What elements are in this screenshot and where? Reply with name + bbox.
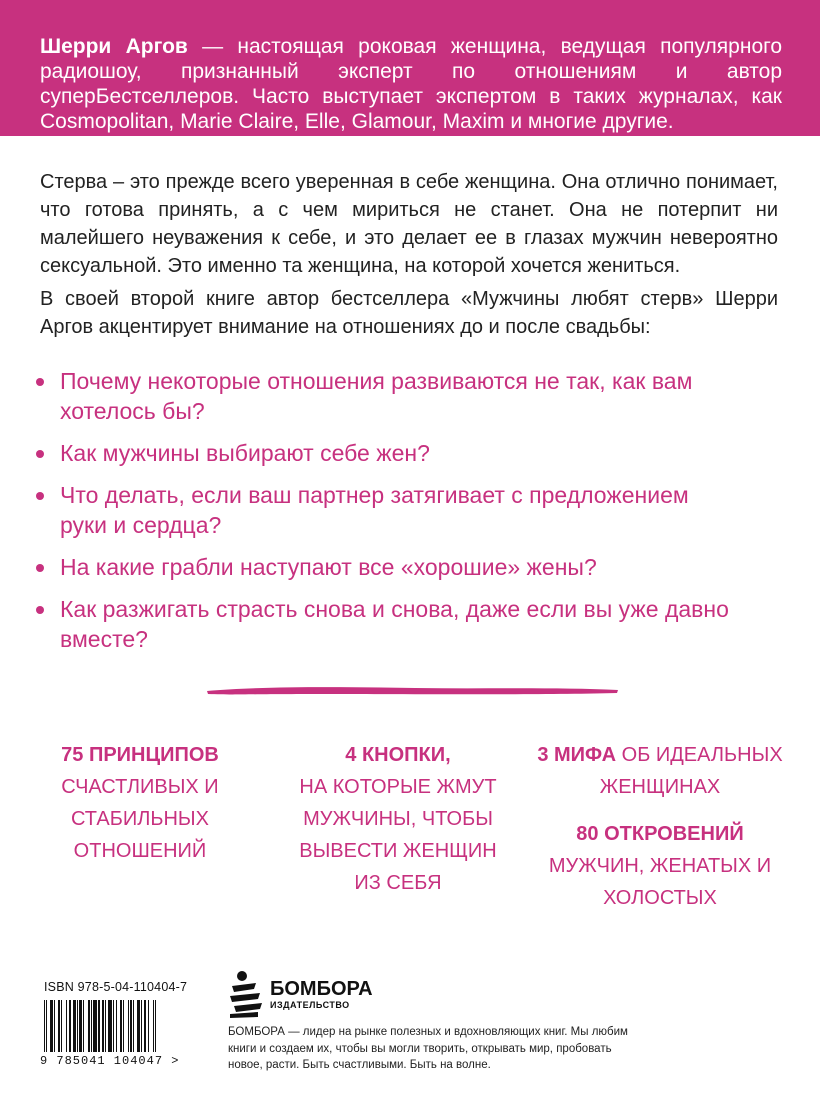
intro-paragraph: Стерва – это прежде всего уверенная в себе женщина. Она отлично понимает, что готова принять, а с чем мириться не станет. Она не потерпит ни малейшего неуважения к себе, и это делает ее в глазах мужчин невероятно сексуальной. Это именно та женщина, на которой хочется жениться. [40, 171, 778, 277]
isbn-label: ISBN 978-5-04-110404-7 [44, 980, 188, 994]
fact-myths [520, 739, 800, 803]
fact-revelations [520, 818, 800, 914]
list-item [34, 438, 734, 468]
logo-subtitle: ИЗДАТЕЛЬСТВО [270, 1000, 350, 1010]
barcode-digits: 9 785041 104047 > [40, 1054, 180, 1068]
author-banner [0, 0, 820, 136]
fact-text: ОБ ИДЕАЛЬНЫХ ЖЕНЩИНАХ [599, 744, 783, 798]
fact-buttons [258, 739, 538, 899]
fact-heading: 80 ОТКРОВЕНИЙ [576, 823, 744, 845]
author-name: Шерри Аргов [40, 35, 188, 58]
bullet-dot-icon [36, 564, 44, 572]
brush-stroke-divider [205, 682, 620, 698]
book-description-paragraph: В своей второй книге автор бестселлера «Мужчины любят стерв» Шерри Аргов акцентирует внимание на отношениях до и после свадьбы: [40, 288, 778, 338]
fact-text: НА КОТОРЫЕ ЖМУТ МУЖЧИНЫ, ЧТОБЫ ВЫВЕСТИ ЖЕНЩИН ИЗ СЕБЯ [299, 776, 497, 894]
list-item [34, 480, 734, 540]
author-bio-text: — настоящая роковая женщина, ведущая популярного радиошоу, признанный эксперт по отношениям и автор суперБестселлеров. Часто выступает экспертом в таких журналах, как Cosmopolitan, Marie Claire, Elle, Glamour, Maxim и многие другие. [40, 35, 782, 133]
bullet-dot-icon [36, 606, 44, 614]
list-item [34, 594, 734, 654]
fact-heading: 75 ПРИНЦИПОВ [61, 744, 219, 766]
bullet-dot-icon [36, 378, 44, 386]
bullet-dot-icon [36, 450, 44, 458]
fact-heading: 3 МИФА [537, 744, 617, 766]
bullet-dot-icon [36, 492, 44, 500]
question-text: Как мужчины выбирают себе жен? [60, 440, 430, 466]
barcode-bar [155, 1000, 156, 1052]
list-item [34, 366, 734, 426]
fact-heading: 4 КНОПКИ, [345, 744, 451, 766]
logo-name: БОМБОРА [270, 978, 373, 1000]
question-text: Почему некоторые отношения развиваются не так, как вам хотелось бы? [60, 368, 693, 424]
publisher-description: БОМБОРА — лидер на рынке полезных и вдохновляющих книг. Мы любим книги и создаем их, чтобы вы могли творить, открывать мир, пробовать новое, расти. Быть счастливыми. Быть на волне. [228, 1026, 628, 1071]
fact-principles [20, 739, 260, 867]
barcode-bars [44, 1000, 200, 1052]
fact-text: МУЖЧИН, ЖЕНАТЫХ И ХОЛОСТЫХ [548, 855, 772, 909]
question-text: Что делать, если ваш партнер затягивает с предложением руки и сердца? [60, 482, 689, 538]
fact-text: СЧАСТЛИВЫХ И СТАБИЛЬНЫХ ОТНОШЕНИЙ [61, 776, 219, 862]
publisher-logo [228, 970, 378, 1018]
author-bio [40, 34, 782, 134]
list-item [34, 552, 734, 582]
questions-list [34, 366, 734, 666]
question-text: Как разжигать страсть снова и снова, даже если вы уже давно вместе? [60, 596, 729, 652]
barcode [40, 980, 200, 1072]
bombora-logo-icon [228, 970, 264, 1018]
question-text: На какие грабли наступают все «хорошие» жены? [60, 554, 597, 580]
